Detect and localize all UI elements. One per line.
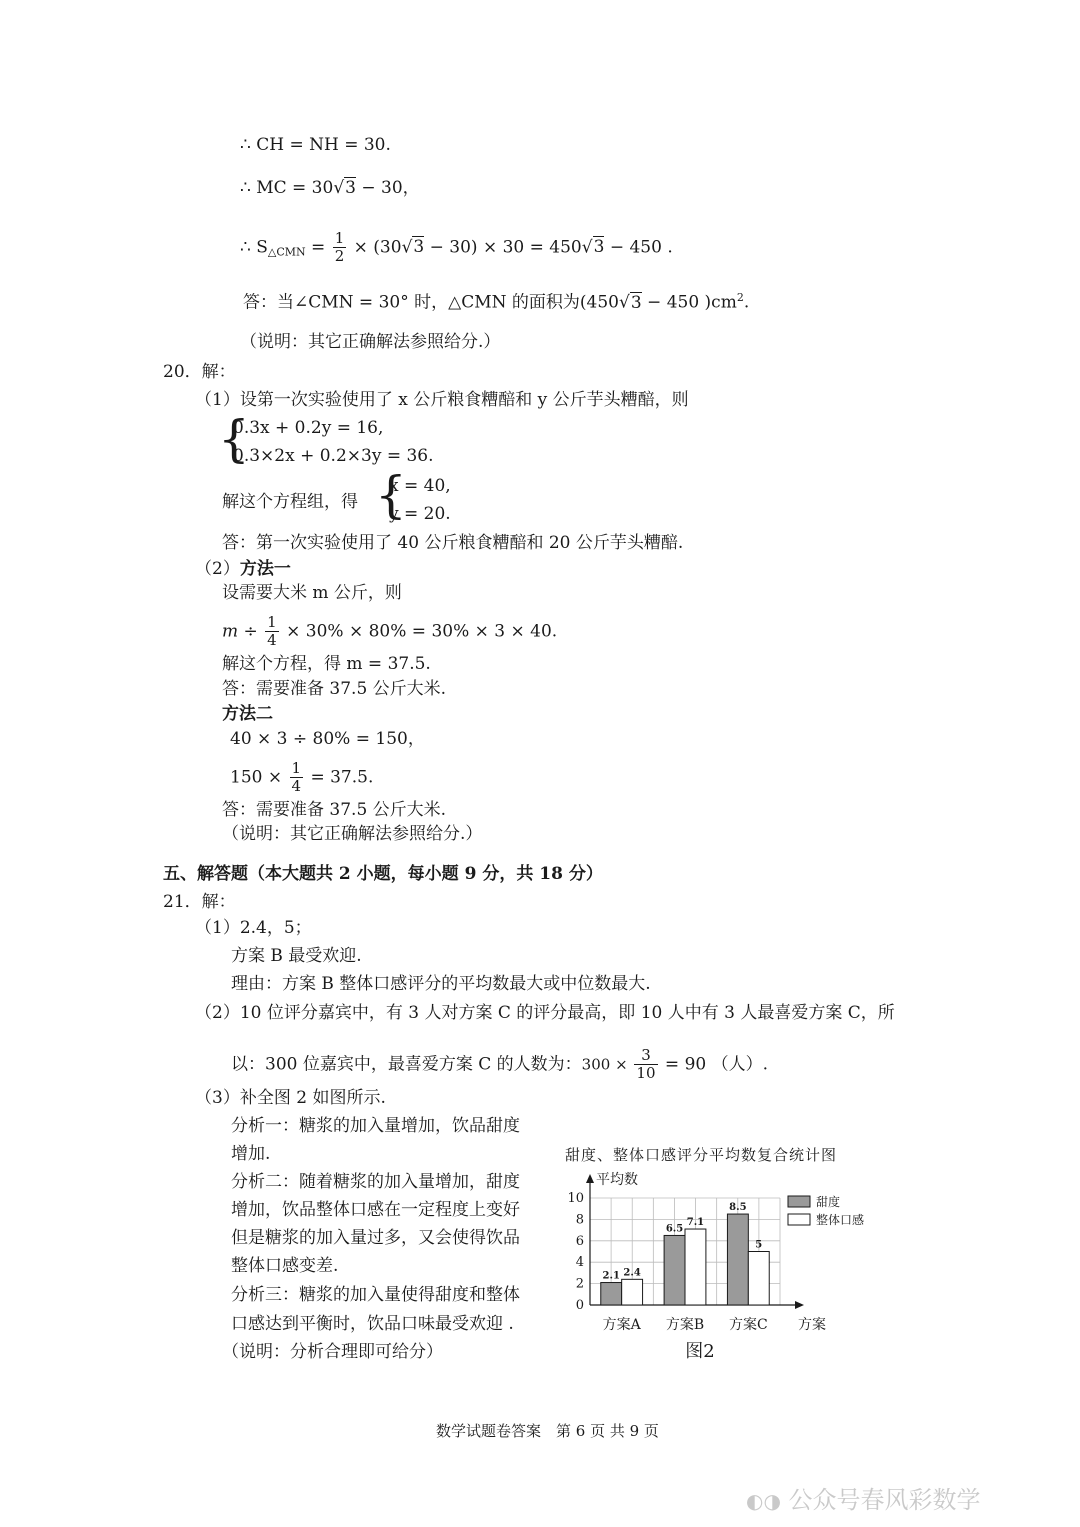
data-label: 7.1: [686, 1217, 705, 1229]
solution-y: y = 20.: [389, 504, 451, 524]
line-ch-nh: ∴ CH = NH = 30.: [240, 135, 391, 155]
x-axis-label: 方案: [798, 1317, 826, 1333]
y-tick-label: 4: [575, 1255, 584, 1271]
data-label: 2.4: [623, 1267, 641, 1279]
figure-caption: 图2: [685, 1341, 715, 1362]
solution-brace: {: [375, 466, 407, 524]
analysis-2b: 增加，饮品整体口感在一定程度上变好: [231, 1200, 520, 1220]
bar-overall: [685, 1229, 706, 1305]
bar-sweetness: [664, 1235, 685, 1305]
analysis-1a: 分析一：糖浆的加入量增加，饮品甜度: [231, 1116, 520, 1136]
line-area: ∴ $S_{\triangle CMN}$ = $\frac{1}{2}$ × (30√3 − 30) × 30 = 450√3 − 450 .: [240, 229, 673, 266]
analysis-2c: 但是糖浆的加入量过多，又会使得饮品: [231, 1228, 520, 1248]
category-label: 方案B: [665, 1317, 705, 1333]
answer-20-1: 答：第一次实验使用了 40 公斤粮食糟醅和 20 公斤芋头糟醅.: [222, 533, 684, 553]
data-label: 2.1: [602, 1270, 620, 1282]
page-footer: 数学试题卷答案 第 6 页 共 9 页: [436, 1422, 659, 1440]
method-one-solve: 解这个方程，得 m = 37.5.: [222, 654, 431, 674]
y-tick-label: 6: [575, 1233, 584, 1249]
q21-part1: （1）2.4，5；: [195, 918, 312, 938]
method-two-answer: 答：需要准备 37.5 公斤大米.: [222, 800, 447, 820]
method-two-heading: 方法二: [222, 704, 273, 724]
solve-label: 解这个方程组，得: [222, 492, 358, 512]
method-one-heading: （2）方法一: [195, 559, 291, 579]
q20-part1: （1）设第一次实验使用了 x 公斤粮食糟醅和 y 公斤芋头糟醅，则: [195, 390, 689, 410]
wechat-icon: ◐◑: [746, 1489, 781, 1513]
q21-part3: （3）补全图 2 如图所示.: [195, 1088, 386, 1108]
method-two-step1: 40 × 3 ÷ 80% = 150，: [230, 729, 425, 749]
y-axis-label: 平均数: [596, 1172, 638, 1188]
bar-overall: [622, 1279, 643, 1305]
equation-1: 0.3x + 0.2y = 16,: [233, 418, 384, 438]
y-tick-label: 0: [575, 1298, 584, 1313]
method-one-answer: 答：需要准备 37.5 公斤大米.: [222, 679, 447, 699]
chart-title: 甜度、整体口感评分平均数复合统计图: [565, 1146, 838, 1164]
category-label: 方案C: [728, 1317, 768, 1333]
line-answer-19: 答：当∠CMN = 30° 时，△CMN 的面积为(450√3 − 450 )$cm^2$.: [243, 291, 750, 313]
bar-chart: [560, 1140, 920, 1380]
legend-label: 整体口感: [816, 1213, 865, 1227]
analysis-3b: 口感达到平衡时，饮品口味最受欢迎 .: [231, 1314, 514, 1334]
method-one-setup: 设需要大米 m 公斤，则: [222, 583, 402, 603]
method-one-equation: m ÷ $\frac{1}{4}$ × 30% × 80% = 30% × 3 × 40.: [222, 613, 558, 650]
data-label: 8.5: [729, 1202, 747, 1214]
data-label: 5: [755, 1239, 763, 1251]
q21-part1-reason: 理由：方案 B 整体口感评分的平均数最大或中位数最大.: [231, 974, 651, 994]
q21-part2-cont: 以：300 位嘉宾中，最喜爱方案 C 的人数为：300 × $\frac{3}{10}$ = 90 （人）.: [231, 1046, 769, 1083]
legend-swatch: [788, 1196, 810, 1207]
legend-label: 甜度: [816, 1195, 841, 1209]
q21-heading: 21．解：: [163, 892, 236, 912]
analysis-3a: 分析三：糖浆的加入量使得甜度和整体: [231, 1285, 520, 1305]
category-label: 方案A: [602, 1317, 641, 1333]
data-label: 6.5: [665, 1223, 684, 1235]
analysis-1b: 增加.: [231, 1144, 271, 1164]
method-two-step2: 150 × $\frac{1}{4}$ = 37.5.: [230, 759, 374, 796]
note-20: （说明：其它正确解法参照给分.）: [222, 824, 483, 844]
note-21: （说明：分析合理即可给分）: [222, 1342, 443, 1362]
x-axis-arrow: [795, 1301, 804, 1309]
q21-part2: （2）10 位评分嘉宾中，有 3 人对方案 C 的评分最高，即 10 人中有 3 人最喜爱方案 C，所: [195, 1003, 895, 1023]
y-tick-label: 8: [575, 1212, 584, 1228]
analysis-2d: 整体口感变差.: [231, 1256, 339, 1276]
line-mc: ∴ MC = 30√3 − 30，: [240, 178, 420, 198]
bar-overall: [748, 1252, 769, 1306]
y-tick-label: 2: [575, 1276, 584, 1292]
system-brace: {: [218, 410, 250, 468]
legend-swatch: [788, 1214, 810, 1225]
q21-part1-choice: 方案 B 最受欢迎.: [231, 946, 362, 966]
q20-heading: 20．解：: [163, 362, 236, 382]
bar-sweetness: [601, 1283, 622, 1305]
solution-x: x = 40,: [389, 476, 451, 496]
bar-sweetness: [727, 1214, 748, 1305]
analysis-2a: 分析二：随着糖浆的加入量增加，甜度: [231, 1172, 520, 1192]
watermark: ◐◑ 公众号春风彩数学: [746, 1486, 981, 1514]
equation-2: 0.3×2x + 0.2×3y = 36.: [233, 446, 434, 466]
y-axis-arrow: [586, 1174, 594, 1183]
y-tick-label: 10: [567, 1191, 584, 1206]
section-five-heading: 五、解答题（本大题共 2 小题，每小题 9 分，共 18 分）: [163, 864, 603, 884]
note-19: （说明：其它正确解法参照给分.）: [240, 332, 501, 352]
